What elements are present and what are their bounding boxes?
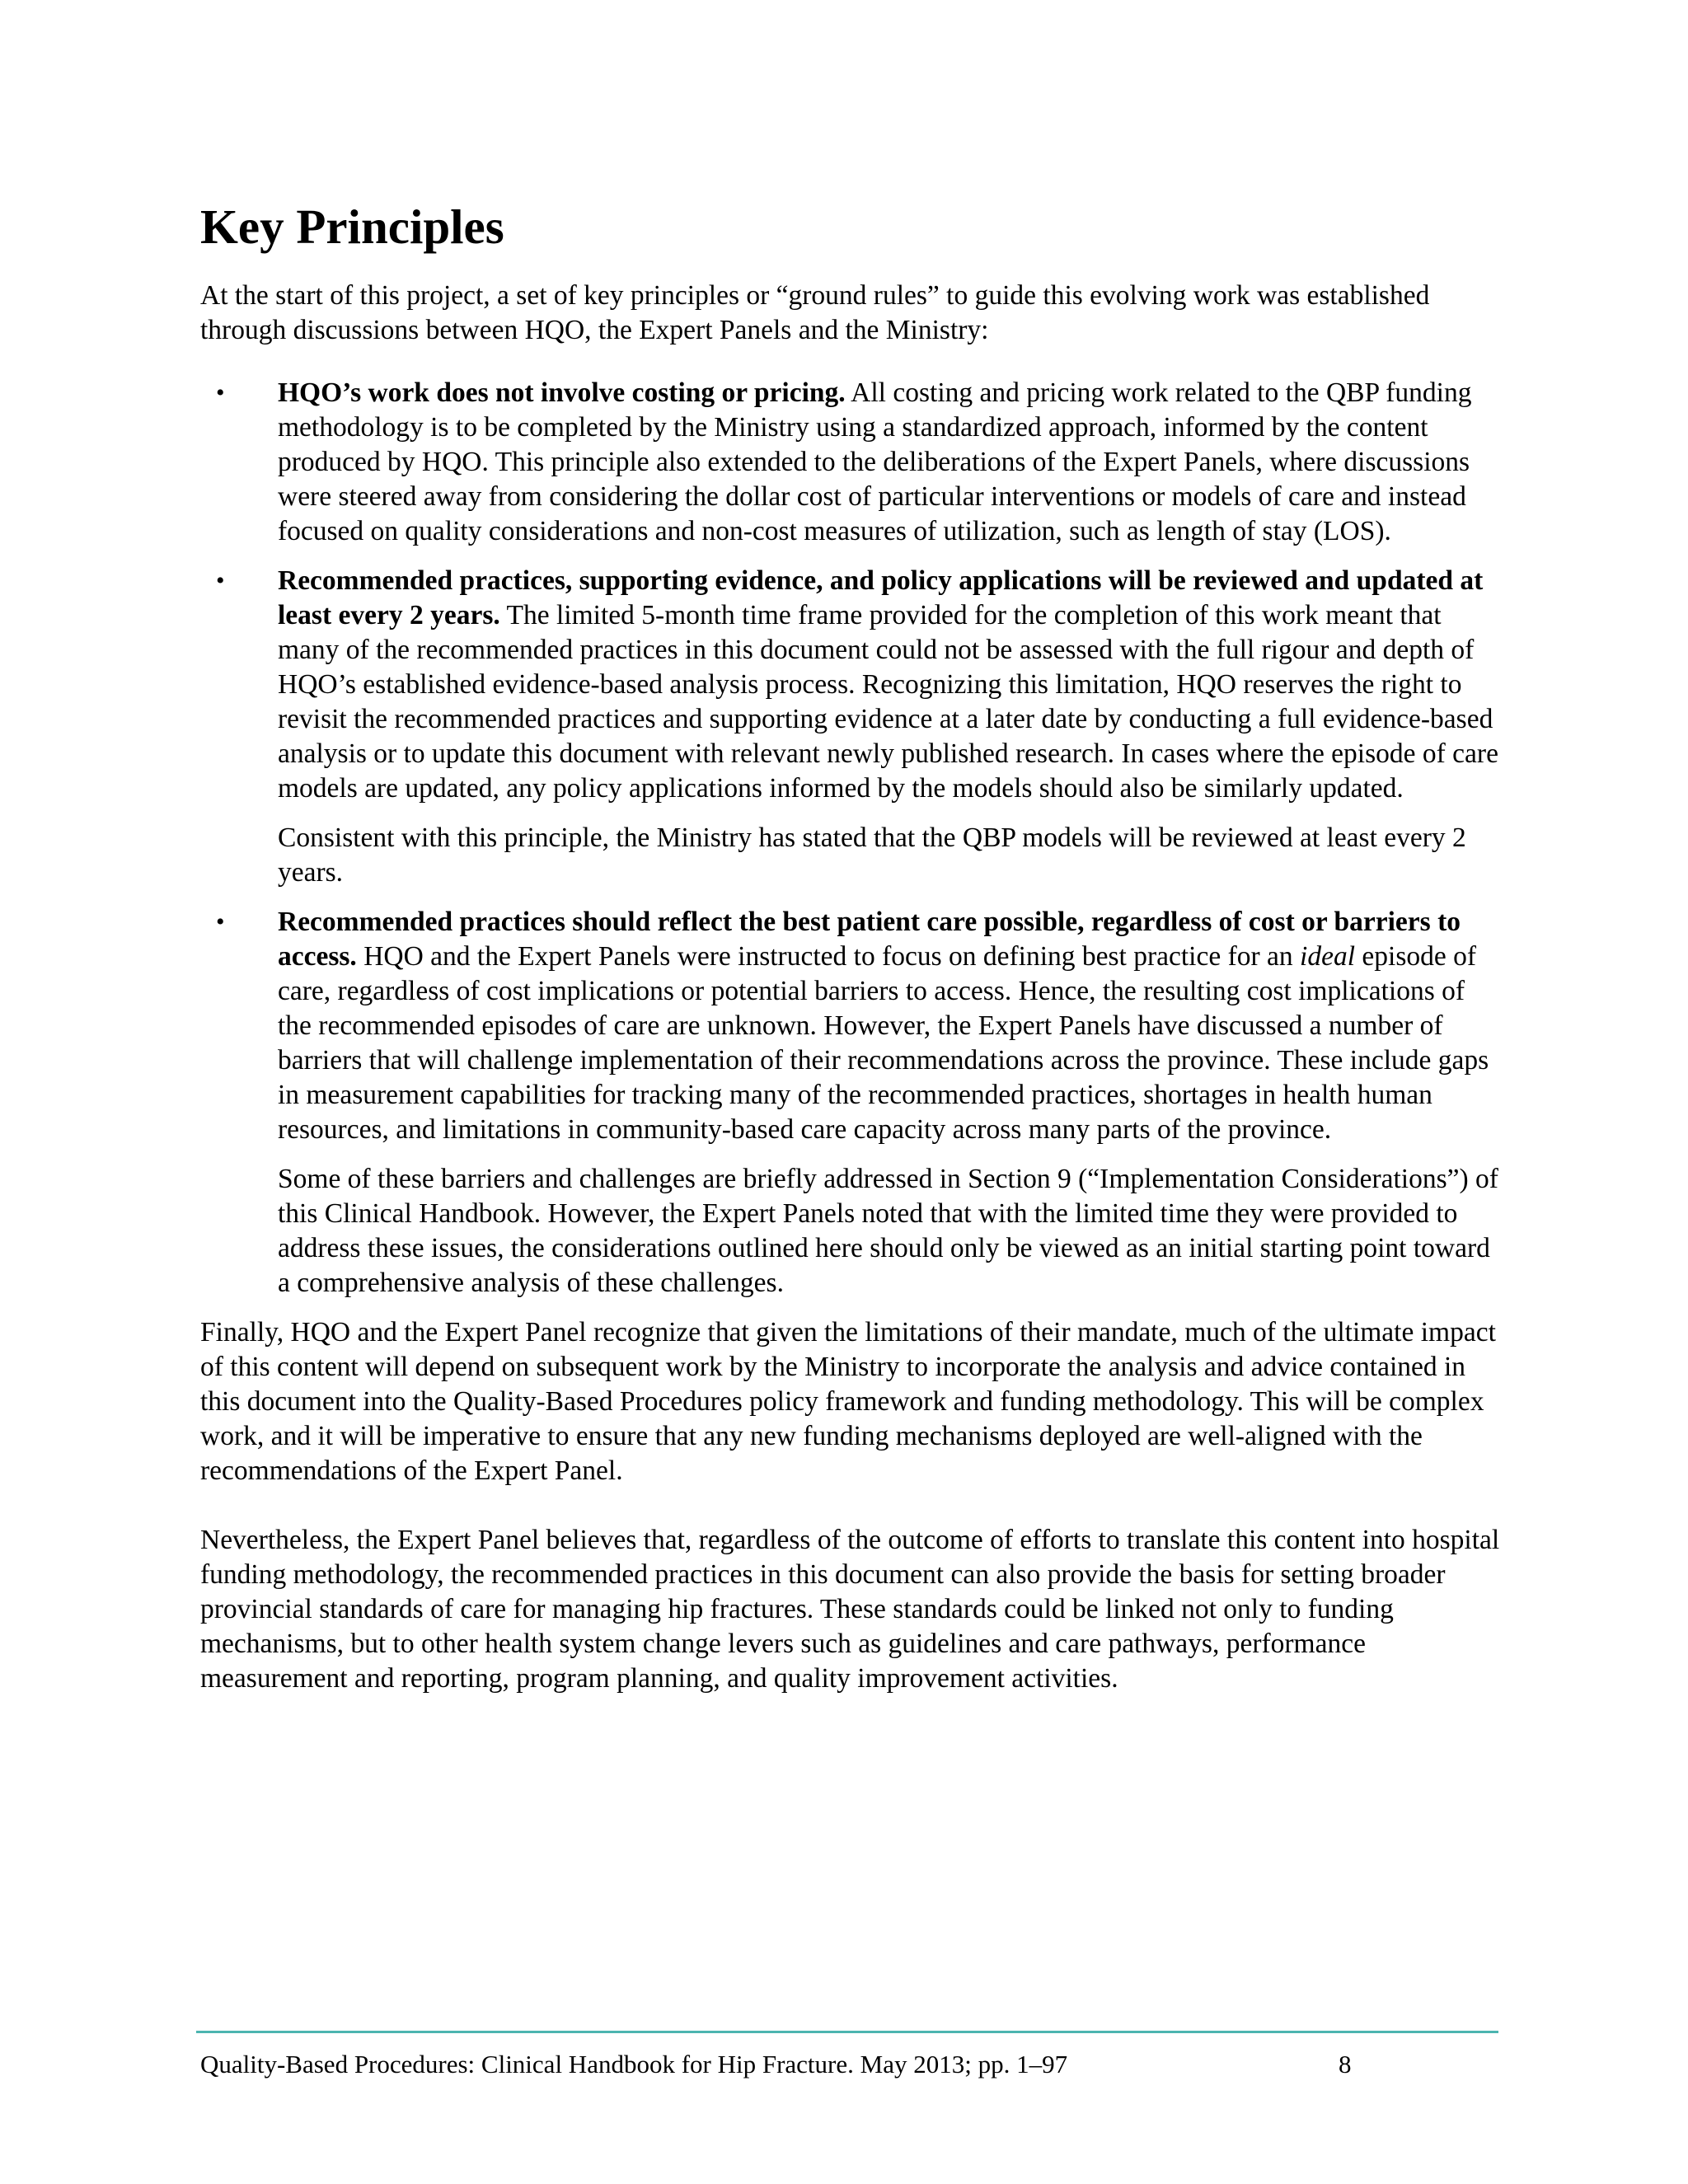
principle-lead: Recommended practices should reflect the best patient care possible, regardless of cost or barriers to access.: [278, 907, 1461, 972]
page-number: 8: [1339, 2050, 1352, 2079]
bullet-icon: •: [216, 379, 225, 406]
principle-text: [278, 376, 1503, 549]
footer-citation: Quality-Based Procedures: Clinical Handbook for Hip Fracture. May 2013; pp. 1–97: [200, 2050, 1068, 2079]
principle-body-continued: episode of care, regardless of cost implications or potential barriers to access. Hence, the resulting cost implications of the recommended episodes of care are unknown. However, the Expert Panels have discussed a number of barriers that will challenge implementation of their recommendations across the province. These include gaps in measurement capabilities for tracking many of the recommended practices, shortages in health human resources, and limitations in community-based care capacity across many parts of the province.: [278, 941, 1489, 1145]
principle-review: [200, 564, 1503, 890]
principle-subparagraph: Some of these barriers and challenges are briefly addressed in Section 9 (“Implementation Considerations”) of this Clinical Handbook. However, the Expert Panels noted that with the limited time they were provided to address these issues, the considerations outlined here should only be viewed as an initial starting point toward a comprehensive analysis of these challenges.: [278, 1164, 1498, 1298]
bullet-icon: •: [216, 908, 225, 935]
footer-divider: [196, 2031, 1498, 2033]
principle-lead: HQO’s work does not involve costing or pricing.: [278, 377, 846, 408]
closing-paragraph-finally: Finally, HQO and the Expert Panel recognize that given the limitations of their mandate, much of the ultimate impact of this content will depend on subsequent work by the Ministry to incorporate the analysis and advice contained in this document into the Quality-Based Procedures policy framework and funding methodology. This will be complex work, and it will be imperative to ensure that any new funding mechanisms deployed are well-aligned with the recommendations of the Expert Panel.: [200, 1317, 1496, 1486]
bullet-icon: •: [216, 567, 225, 594]
closing-paragraph-nevertheless: Nevertheless, the Expert Panel believes that, regardless of the outcome of efforts to translate this content into hospital funding methodology, the recommended practices in this document can also provide the basis for setting broader provincial standards of care for managing hip fractures. These standards could be linked not only to funding mechanisms, but to other health system change levers such as guidelines and care pathways, performance measurement and reporting, program planning, and quality improvement activities.: [200, 1525, 1500, 1694]
principle-lead: Recommended practices, supporting evidence, and policy applications will be reviewed and updated at least every 2 years.: [278, 565, 1484, 630]
principle-costing: [200, 376, 1503, 549]
principle-text: [278, 564, 1503, 806]
principle-emphasis: ideal: [1300, 941, 1356, 972]
page-title: Key Principles: [200, 199, 504, 254]
principle-body: All costing and pricing work related to the QBP funding methodology is to be completed by the Ministry using a standardized approach, informed by the content produced by HQO. This principle also extended to the deliberations of the Expert Panels, where discussions were steered away from considering the dollar cost of particular interventions or models of care and instead focused on quality considerations and non-cost measures of utilization, such as length of stay (LOS).: [278, 377, 1472, 546]
principle-subparagraph: Consistent with this principle, the Ministry has stated that the QBP models will be reviewed at least every 2 years.: [278, 823, 1466, 888]
intro-paragraph: At the start of this project, a set of key principles or “ground rules” to guide this evolving work was established through discussions between HQO, the Expert Panels and the Ministry:: [200, 280, 1430, 345]
key-principles-list: [200, 376, 1503, 1301]
body-content: [200, 279, 1503, 1696]
principle-body: HQO and the Expert Panels were instructed to focus on defining best practice for an: [356, 941, 1301, 972]
principle-best-care: [200, 905, 1503, 1301]
principle-body: The limited 5-month time frame provided for the completion of this work meant that many of the recommended practices in this document could not be assessed with the full rigour and depth of HQO’s established evidence-based analysis process. Recognizing this limitation, HQO reserves the right to revisit the recommended practices and supporting evidence at a later date by conducting a full evidence-based analysis or to update this document with relevant newly published research. In cases where the episode of care models are updated, any policy applications informed by the models should also be similarly updated.: [278, 600, 1498, 804]
principle-text: [278, 905, 1503, 1147]
